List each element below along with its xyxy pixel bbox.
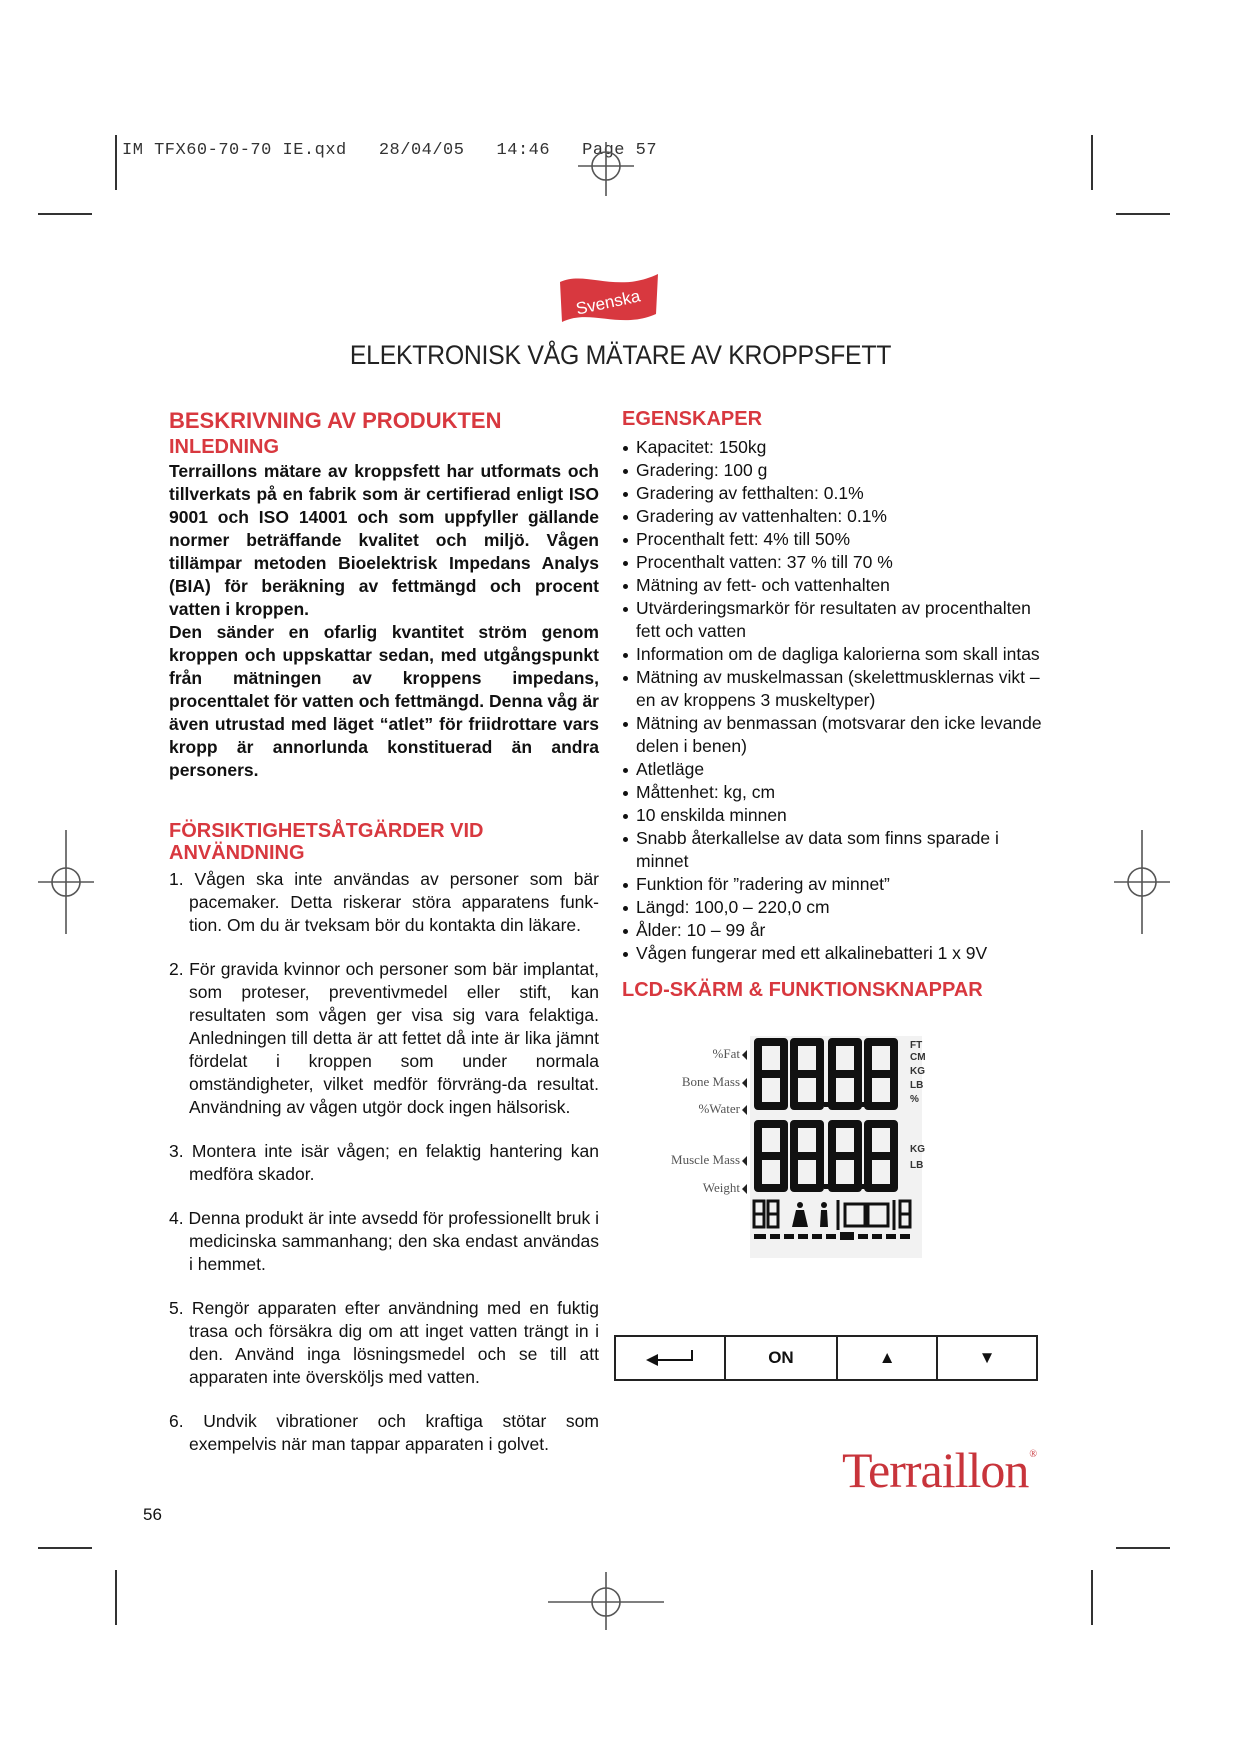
lcd-unit: LB [910,1080,924,1091]
list-item: Procenthalt vatten: 37 % till 70 % [622,551,1052,574]
list-item: Gradering: 100 g [622,459,1052,482]
list-item: Funktion för ”radering av minnet” [622,873,1052,896]
lcd-label-water: %Water [698,1101,740,1116]
brand-mark: ® [1029,1449,1037,1460]
lcd-unit: % [910,1094,919,1105]
registration-mark-icon [548,1572,664,1632]
enter-arrow-icon [646,1350,694,1366]
list-item: Ålder: 10 – 99 år [622,919,1052,942]
precautions-list [169,868,599,1456]
list-item: Måttenhet: kg, cm [622,781,1052,804]
lcd-unit: LB [910,1160,924,1171]
lcd-segment-icon [750,1036,922,1258]
description-heading: BESKRIVNING AV PRODUKTEN [169,408,502,433]
list-item: 1. Vågen ska inte användas av personer som bär pacemaker. Detta riskerar störa apparatens funk-tion. Om du är tveksam bör du kontakta din läkare. [169,869,599,935]
lcd-pointer-icon [742,1050,747,1060]
brand-name: Terraillon [842,1442,1029,1498]
lcd-pointer-icon [742,1078,747,1088]
list-item: Information om de dagliga kalorierna som skall intas [622,643,1052,666]
intro-paragraph: Den sänder en ofarlig kvantitet ström genom kroppen och uppskattar sedan, med utgångspunkt från mätningen av kroppens impedans, procenttalet för vatten och fettmängd. Denna våg är även utrustad med läget “atlet” för friidrottare vars kropp är annorlunda konstituerad än andra personers. [169,622,599,780]
language-flag-label: Svenska [574,286,642,319]
lcd-pointer-icon [742,1156,747,1166]
language-flag [556,268,662,330]
print-slug: IM TFX60-70-70 IE.qxd 28/04/05 14:46 Page 57 [122,141,658,160]
list-item: Gradering av vattenhalten: 0.1% [622,505,1052,528]
enter-button[interactable] [616,1337,726,1379]
lcd-label-weight: Weight [702,1180,740,1195]
list-item: Utvärderingsmarkör för resultaten av procenthalten fett och vatten [622,597,1052,643]
list-item: 2. För gravida kvinnor och personer som bär implantat, som proteser, preventivmedel eller stift, kan resultaten som vågen ger visa sig vara felaktiga. Anledningen till detta är att fettet då inte är lika jämnt fördelat i kroppen som under normala omständigheter, vilket medför förvräng-da resultat. Användning av vågen utgör dock ingen hälsorisk. [169,959,599,1117]
lcd-display [650,1036,940,1261]
page-number: 56 [143,1505,162,1524]
list-item: 6. Undvik vibrationer och kraftiga stötar som exempelvis när man tappar apparaten i golvet. [169,1411,599,1454]
crop-mark [38,213,92,215]
precautions-heading [169,820,599,864]
list-item: Mätning av fett- och vattenhalten [622,574,1052,597]
list-item: 4. Denna produkt är inte avsedd för professionellt bruk i medicinska sammanhang; den ska endast användas i hemmet. [169,1208,599,1274]
crop-mark [115,1570,117,1625]
registration-mark-icon [578,132,634,196]
up-button[interactable]: ▲ [838,1337,938,1379]
intro-subheading: INLEDNING [169,436,279,458]
lcd-label-muscle: Muscle Mass [671,1152,740,1167]
lcd-unit: KG [910,1066,925,1077]
crop-mark [1091,1570,1093,1625]
list-item: Snabb återkallelse av data som finns sparade i minnet [622,827,1052,873]
lcd-heading: LCD-SKÄRM & FUNKTIONSKNAPPAR [622,979,983,1001]
list-item: Procenthalt fett: 4% till 50% [622,528,1052,551]
lcd-unit: FT [910,1040,923,1051]
list-item: Vågen fungerar med ett alkalinebatteri 1 x 9V [622,942,1052,965]
crop-mark [38,1547,92,1549]
features-list [622,436,1052,965]
list-item: 3. Montera inte isär vågen; en felaktig hantering kan medföra skador. [169,1141,599,1184]
function-buttons [614,1335,1038,1381]
on-button[interactable]: ON [726,1337,839,1379]
brand-logo [842,1441,1036,1499]
lcd-label-fat: %Fat [712,1046,740,1061]
intro-paragraph: Terraillons mätare av kroppsfett har utformats och tillverkats på en fabrik som är certifierad enligt ISO 9001 och ISO 14001 och som uppfyller gällande normer beträffande kvalitet och miljö. Vågen tillämpar metoden Bioelektrisk Impedans Analys (BIA) för beräkning av fettmängd och procent vatten i kroppen. [169,461,599,619]
list-item: Mätning av muskelmassan (skelettmusklernas vikt – en av kroppens 3 muskeltyper) [622,666,1052,712]
precautions-heading-line: ANVÄNDNING [169,842,305,864]
list-item: Atletläge [622,758,1052,781]
crop-mark [115,135,117,190]
list-item: Längd: 100,0 – 220,0 cm [622,896,1052,919]
precautions-heading-line: FÖRSIKTIGHETSÅTGÄRDER VID [169,820,484,842]
crop-mark [1091,135,1093,190]
list-item: Mätning av benmassan (motsvarar den icke levande delen i benen) [622,712,1052,758]
lcd-unit: CM [910,1052,926,1063]
precautions-section [169,820,599,1456]
crop-mark [1116,213,1170,215]
list-item: Kapacitet: 150kg [622,436,1052,459]
lcd-pointer-icon [742,1105,747,1115]
intro-text [169,460,599,782]
list-item: 5. Rengör apparaten efter användning med en fuktig trasa och försäkra dig om att inget vatten trängt in i den. Använd inga lösningsmedel och se till att apparaten inte översköljs med vatten. [169,1298,599,1387]
right-column [622,408,1052,1001]
down-button[interactable]: ▼ [938,1337,1036,1379]
lcd-label-bone: Bone Mass [681,1074,740,1089]
registration-mark-icon [38,830,94,934]
registration-mark-icon [1114,830,1170,934]
lcd-unit: KG [910,1144,925,1155]
document-title: ELEKTRONISK VÅG MÄTARE AV KROPPSFETT [349,340,892,370]
lcd-pointer-icon [742,1184,747,1194]
list-item: 10 enskilda minnen [622,804,1052,827]
features-heading: EGENSKAPER [622,408,763,430]
left-column [169,408,599,1477]
list-item: Gradering av fetthalten: 0.1% [622,482,1052,505]
crop-mark [1116,1547,1170,1549]
